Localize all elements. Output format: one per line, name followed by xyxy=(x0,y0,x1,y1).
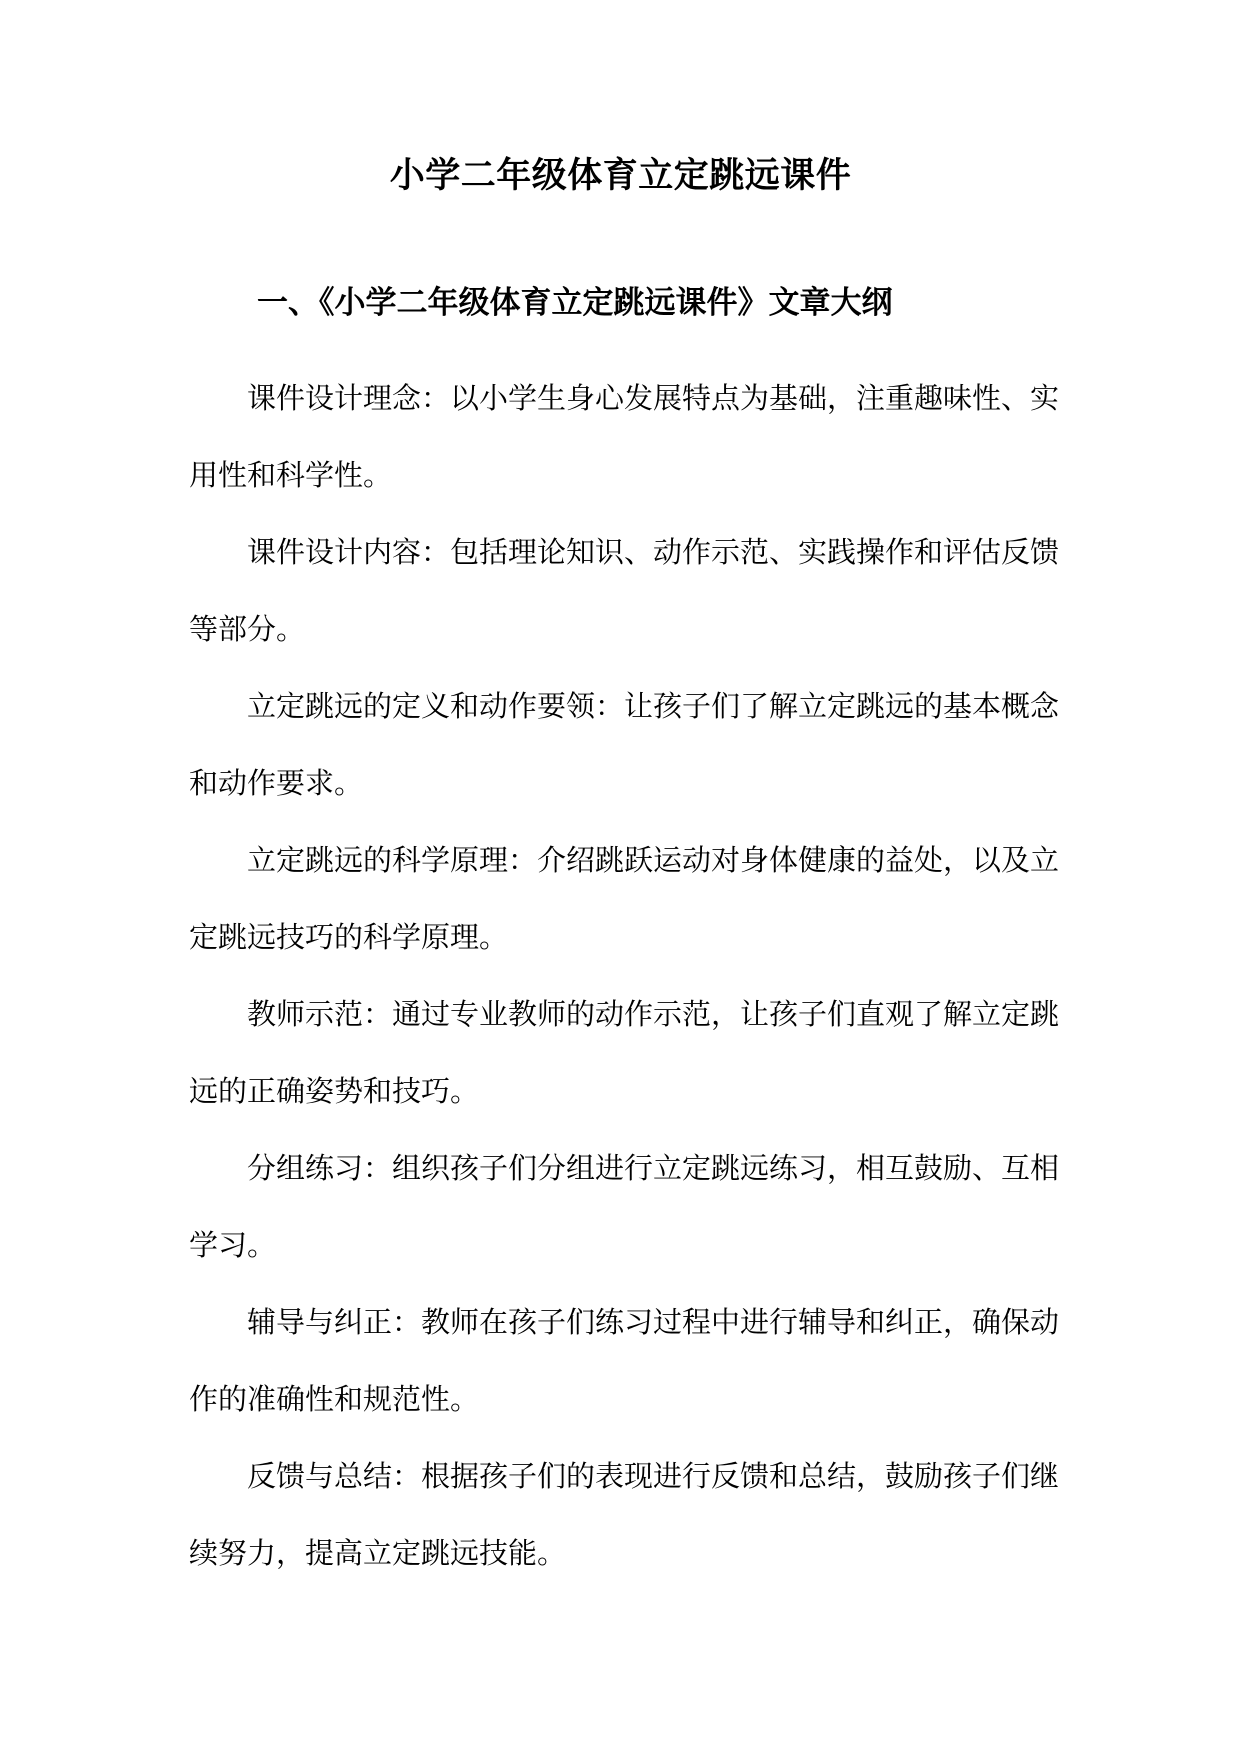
paragraph-teacher-demo: 教师示范：通过专业教师的动作示范，让孩子们直观了解立定跳远的正确姿势和技巧。 xyxy=(189,997,1060,1108)
paragraph-scientific-principle: 立定跳远的科学原理：介绍跳跃运动对身体健康的益处，以及立定跳远技巧的科学原理。 xyxy=(189,843,1060,954)
document-title: 小学二年级体育立定跳远课件 xyxy=(389,156,852,196)
paragraph-design-content: 课件设计内容：包括理论知识、动作示范、实践操作和评估反馈等部分。 xyxy=(189,535,1060,646)
section-heading: 一、《小学二年级体育立定跳远课件》文章大纲 xyxy=(257,285,893,321)
paragraph-guidance: 辅导与纠正：教师在孩子们练习过程中进行辅导和纠正，确保动作的准确性和规范性。 xyxy=(189,1305,1060,1416)
paragraph-feedback: 反馈与总结：根据孩子们的表现进行反馈和总结，鼓励孩子们继续努力，提高立定跳远技能。 xyxy=(189,1459,1060,1570)
paragraph-group-practice: 分组练习：组织孩子们分组进行立定跳远练习，相互鼓励、互相学习。 xyxy=(189,1151,1060,1262)
paragraph-design-concept: 课件设计理念：以小学生身心发展特点为基础，注重趣味性、实用性和科学性。 xyxy=(189,381,1060,492)
document-body xyxy=(189,360,1059,1592)
paragraph-definition: 立定跳远的定义和动作要领：让孩子们了解立定跳远的基本概念和动作要求。 xyxy=(189,689,1060,800)
